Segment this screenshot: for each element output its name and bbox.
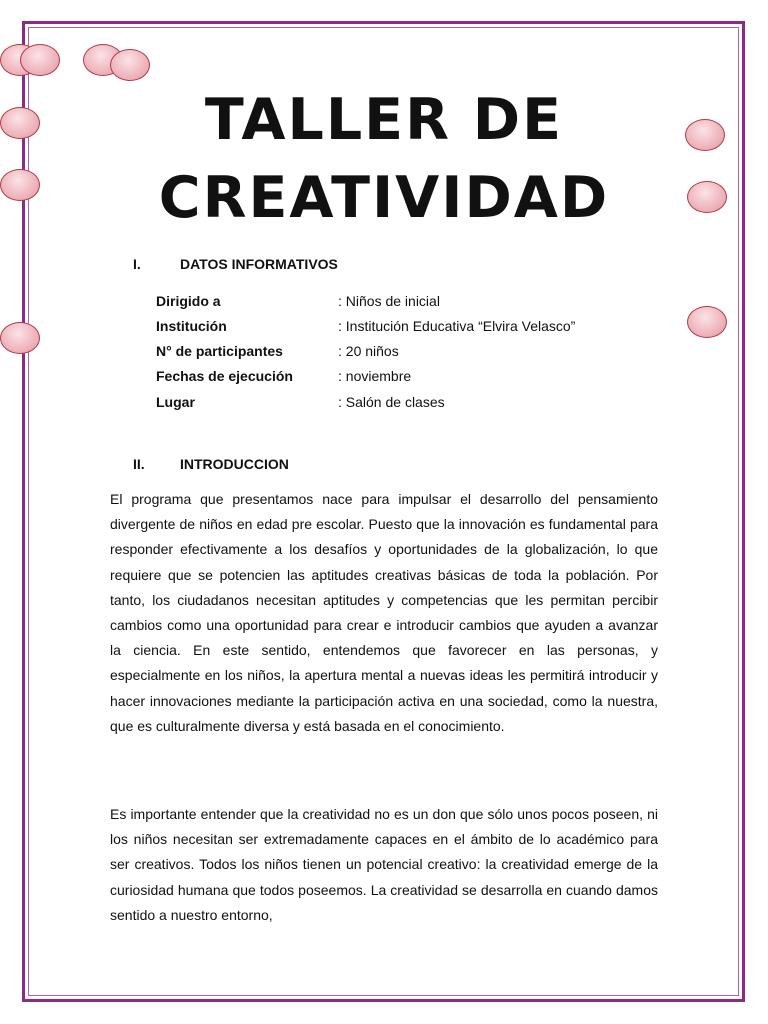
intro-paragraph: Es importante entender que la creatividad no es un don que sólo unos pocos poseen, ni los niños necesitan ser extremadamente capaces en el ámbito de lo académico para ser creativos. Todos los niños tienen un potencial creativo: la creatividad emerge de la curiosidad humana que todos poseemos. La creatividad se desarrolla en cuando damos sentido a nuestro entorno, [110,806,658,923]
info-value: : 20 niños [338,343,399,359]
section-number: II. [133,456,145,472]
decorative-bubble [687,306,727,338]
section-heading-introduccion: INTRODUCCION [180,456,289,472]
intro-paragraph: El programa que presentamos nace para impulsar el desarrollo del pensamiento divergente de niños en edad pre escolar. Puesto que la innovación es fundamental para responder efectivamente a los desafíos y oportunidades de la globalización, lo que requiere que se potencien las aptitudes creativas básicas de toda la población. Por tanto, los ciudadanos necesitan aptitudes y competencias que les permitan percibir cambios como una oportunidad para crear e introducir cambios que ayuden a avanzar la ciencia. En este sentido, entendemos que favorecer en las personas, y especialmente en los niños, la apertura mental a nuevas ideas les permitirá introducir y hacer innovaciones mediante la participación activa en una sociedad, como la nuestra, que es culturalmente diversa y está basada en el conocimiento. [110,491,658,734]
section-number: I. [133,256,141,272]
decorative-bubble [20,44,60,76]
info-value: : noviembre [338,368,412,384]
decorative-bubble [0,322,40,354]
page-title-line-1: TALLER DE [204,87,564,153]
section-heading-datos: DATOS INFORMATIVOS [180,256,338,272]
info-value: : Institución Educativa “Elvira Velasco” [338,318,576,334]
info-value: : Niños de inicial [338,293,440,309]
decorative-bubble [110,49,150,81]
info-label: Dirigido a [156,293,221,309]
info-label: Fechas de ejecución [156,368,293,384]
page-title-line-2: CREATIVIDAD [158,165,610,231]
info-label: Institución [156,318,227,334]
info-value: : Salón de clases [338,394,445,410]
info-label: N° de participantes [156,343,283,359]
info-label: Lugar [156,394,195,410]
